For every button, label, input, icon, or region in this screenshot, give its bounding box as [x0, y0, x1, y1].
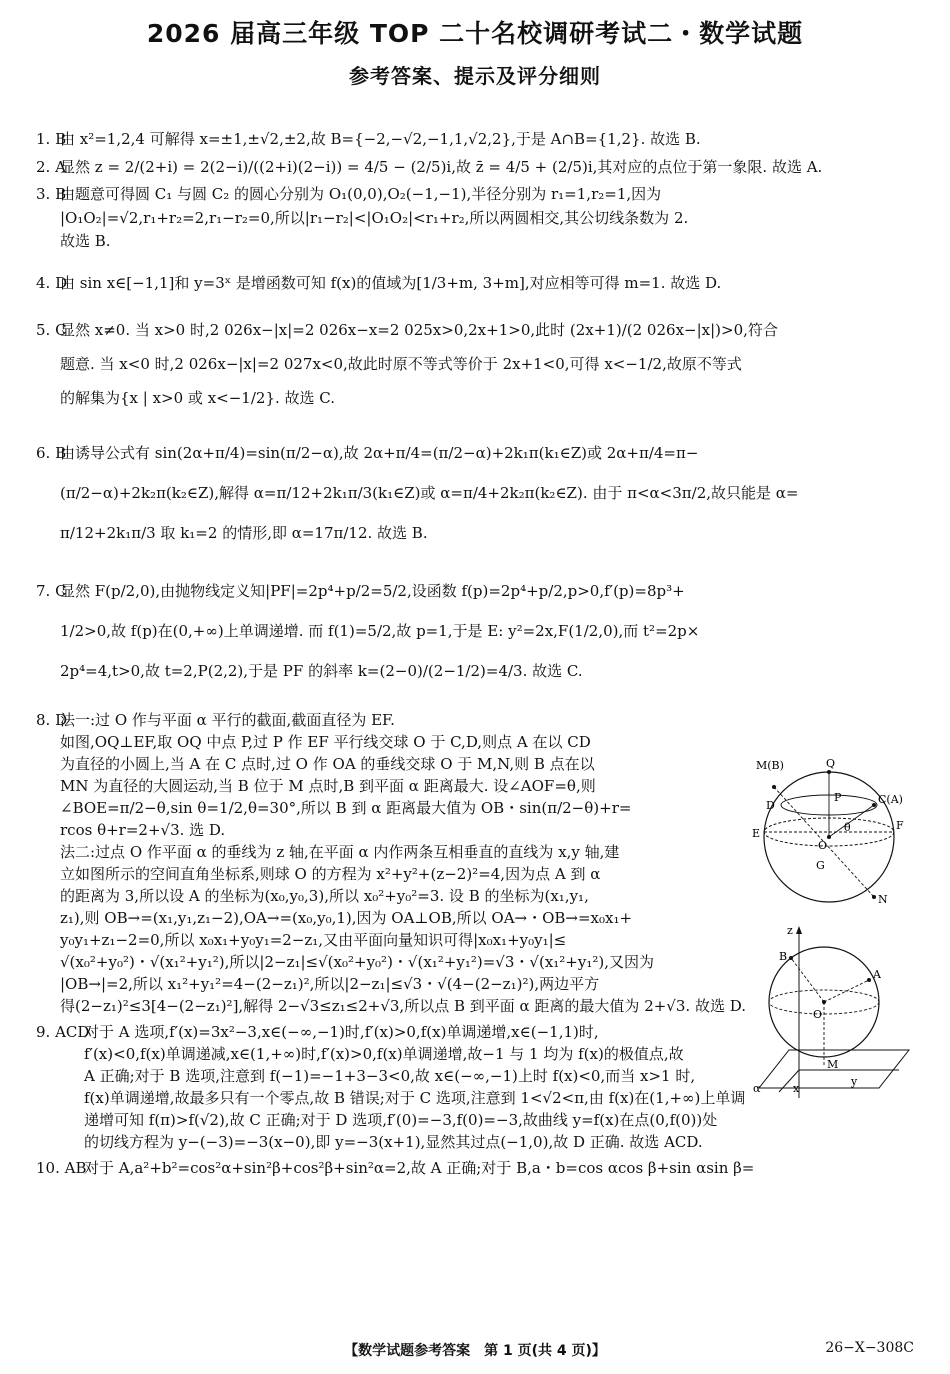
answer-number: 1. B [36, 130, 67, 148]
answer-item-4 [36, 272, 916, 296]
figure-label: F [896, 819, 904, 832]
answer-line: 对于 A 选项,f′(x)=3x²−3,x∈(−∞,−1)时,f′(x)>0,f(x)单调递增,x∈(−1,1)时, [84, 1023, 599, 1041]
answer-line: 显然 F(p/2,0),由抛物线定义知|PF|=2p⁴+p/2=5/2,设函数 f(p)=2p⁴+p/2,p>0,f′(p)=8p³+ [60, 582, 685, 600]
answer-line: 递增可知 f(π)>f(√2),故 C 正确;对于 D 选项,f′(0)=−3,f(0)=−3,故曲线 y=f(x)在点(0,f(0))处 [84, 1111, 718, 1129]
answer-line: 由 sin x∈[−1,1]和 y=3ˣ 是增函数可知 f(x)的值域为[1/3+m, 3+m],对应相等可得 m=1. 故选 D. [60, 273, 722, 292]
answer-line: 对于 A,a²+b²=cos²α+sin²β+cos²β+sin²α=2,故 A 正确;对于 B,a・b=cos αcos β+sin αsin β= [84, 1159, 755, 1177]
spacer [36, 419, 916, 433]
figure-label: M(B) [756, 759, 784, 772]
answer-line: 显然 z = 2/(2+i) = 2(2−i)/((2+i)(2−i)) = 4/5 − (2/5)i,故 z̄ = 4/5 + (2/5)i,其对应的点位于第一象限. 故选 A. [60, 157, 823, 176]
answer-line: |O₁O₂|=√2,r₁+r₂=2,r₁−r₂=0,所以|r₁−r₂|<|O₁O₂|<r₁+r₂,所以两圆相交,其公切线条数为 2. [60, 208, 689, 227]
answer-item-3 [36, 183, 916, 254]
answer-number: 3. B [36, 185, 67, 203]
answer-item-7 [36, 571, 916, 691]
answer-number: 8. D [36, 711, 68, 729]
spacer [36, 695, 916, 709]
answer-line: 的解集为{x | x>0 或 x<−1/2}. 故选 C. [60, 389, 335, 407]
spacer [36, 557, 916, 571]
answer-line: 如图,OQ⊥EF,取 OQ 中点 P,过 P 作 EF 平行线交球 O 于 C,D,则点 A 在以 CD [60, 733, 591, 751]
answer-item-1 [36, 128, 916, 152]
answer-item-2 [36, 156, 916, 180]
answer-line: f(x)单调递增,故最多只有一个零点,故 B 错误;对于 C 选项,注意到 1<√2<π,由 f(x)在(1,+∞)上单调 [84, 1089, 746, 1107]
answer-line: rcos θ+r=2+√3. 选 D. [60, 821, 226, 839]
answer-line: 得(2−z₁)²≤3[4−(2−z₁)²],解得 2−√3≤z₁≤2+√3,所以点 B 到平面 α 距离的最大值为 2+√3. 故选 D. [60, 997, 746, 1015]
figure-label: M [827, 1058, 839, 1071]
figure-label: C(A) [878, 793, 903, 806]
answer-item-10 [36, 1157, 916, 1179]
spacer [36, 299, 916, 313]
answer-line: 故选 B. [60, 232, 111, 250]
answer-number: 5. C [36, 321, 67, 339]
answer-line: 由题意可得圆 C₁ 与圆 C₂ 的圆心分别为 O₁(0,0),O₂(−1,−1),半径分别为 r₁=1,r₂=1,因为 [60, 185, 662, 203]
figure-label: y [851, 1075, 858, 1088]
figure-label: α [753, 1082, 761, 1095]
figure-label: θ [844, 821, 851, 834]
answer-line: 1/2>0,故 f(p)在(0,+∞)上单调递增. 而 f(1)=5/2,故 p=1,于是 E: y²=2x,F(1/2,0),而 t²=2p× [60, 622, 700, 640]
answer-number: 4. D [36, 273, 68, 292]
answer-line: √(x₀²+y₀²)・√(x₁²+y₁²),所以|2−z₁|≤√(x₀²+y₀²)・√(x₁²+y₁²)=√3・√(x₁²+y₁²),又因为 [60, 953, 654, 971]
coordinate-sphere-figure [739, 920, 914, 1100]
answer-item-6 [36, 433, 916, 553]
answer-line: 由诱导公式有 sin(2α+π/4)=sin(π/2−α),故 2α+π/4=(π/2−α)+2k₁π(k₁∈Z)或 2α+π/4=π− [60, 444, 699, 462]
answer-line: 立如图所示的空间直角坐标系,则球 O 的方程为 x²+y²+(z−2)²=4,因为点 A 到 α [60, 865, 601, 883]
answer-number: 7. C [36, 582, 67, 600]
answer-line: 题意. 当 x<0 时,2 026x−|x|=2 027x<0,故此时原不等式等价于 2x+1<0,可得 x<−1/2,故原不等式 [60, 355, 742, 373]
figure-label: O [818, 839, 828, 852]
figure-label: z [787, 924, 793, 937]
figure-label: N [878, 893, 888, 906]
answer-line: 2p⁴=4,t>0,故 t=2,P(2,2),于是 PF 的斜率 k=(2−0)/(2−1/2)=4/3. 故选 C. [60, 662, 583, 680]
footer-page-info: 【数学试题参考答案 第 1 页(共 4 页)】 [344, 1343, 606, 1359]
answer-line: z₁),则 OB→=(x₁,y₁,z₁−2),OA→=(x₀,y₀,1),因为 OA⊥OB,所以 OA→・OB→=x₀x₁+ [60, 909, 633, 927]
answer-line: 的距离为 3,所以设 A 的坐标为(x₀,y₀,3),所以 x₀²+y₀²=3. 设 B 的坐标为(x₁,y₁, [60, 887, 589, 905]
answer-number: 6. B [36, 444, 67, 462]
answer-item-5 [36, 313, 916, 415]
answer-number: 2. A [36, 157, 66, 176]
answer-line: 显然 x≠0. 当 x>0 时,2 026x−|x|=2 026x−x=2 025x>0,2x+1>0,此时 (2x+1)/(2 026x−|x|)>0,符合 [60, 321, 778, 339]
answer-line: A 正确;对于 B 选项,注意到 f(−1)=−1+3−3<0,故 x∈(−∞,−1)上时 f(x)<0,而当 x>1 时, [84, 1067, 696, 1085]
footer-code: 26−X−308C [825, 1340, 914, 1356]
answer-line: π/12+2k₁π/3 取 k₁=2 的情形,即 α=17π/12. 故选 B. [60, 524, 428, 542]
figure-label: B [779, 950, 788, 963]
figure-label: G [816, 859, 825, 872]
answer-line: 的切线方程为 y−(−3)=−3(x−0),即 y=−3(x+1),显然其过点(−1,0),故 D 正确. 故选 ACD. [84, 1133, 703, 1151]
figure-label: x [793, 1082, 800, 1095]
answer-line: ∠BOE=π/2−θ,sin θ=1/2,θ=30°,所以 B 到 α 距离最大值为 OB・sin(π/2−θ)+r= [60, 799, 632, 817]
spacer [36, 258, 916, 272]
answer-number: 9. ACD [36, 1023, 90, 1041]
answer-line: 法二:过点 O 作平面 α 的垂线为 z 轴,在平面 α 内作两条互相垂直的直线为 x,y 轴,建 [60, 843, 620, 861]
figure-label: P [834, 791, 842, 804]
figure-label: E [752, 827, 761, 840]
document-subtitle: 参考答案、提示及评分细则 [349, 64, 601, 88]
answer-line: f′(x)<0,f(x)单调递减,x∈(1,+∞)时,f′(x)>0,f(x)单调递增,故−1 与 1 均为 f(x)的极值点,故 [84, 1045, 684, 1063]
answer-line: |OB→|=2,所以 x₁²+y₁²=4−(2−z₁)²,所以|2−z₁|≤√3・√(4−(2−z₁)²),两边平方 [60, 975, 600, 993]
figure-label: O [813, 1008, 823, 1021]
answer-line: 为直径的小圆上,当 A 在 C 点时,过 O 作 OA 的垂线交球 O 于 M,N,则 B 点在以 [60, 755, 595, 773]
document-title: 2026 届高三年级 TOP 二十名校调研考试二・数学试题 [146, 19, 804, 48]
sphere-section-figure [744, 757, 914, 907]
answer-number: 10. AB [36, 1159, 87, 1177]
answer-line: y₀y₁+z₁−2=0,所以 x₀x₁+y₀y₁=2−z₁,又由平面向量知识可得|x₀x₁+y₀y₁|≤ [60, 931, 567, 949]
figure-label: D [766, 799, 775, 812]
answer-line: 法一:过 O 作与平面 α 平行的截面,截面直径为 EF. [60, 711, 395, 729]
answer-line: MN 为直径的大圆运动,当 B 位于 M 点时,B 到平面 α 距离最大. 设∠AOF=θ,则 [60, 777, 596, 795]
answer-line: 由 x²=1,2,4 可解得 x=±1,±√2,±2,故 B={−2,−√2,−1,1,√2,2},于是 A∩B={1,2}. 故选 B. [60, 130, 701, 148]
figure-label: A [873, 968, 881, 981]
figure-label: Q [826, 757, 836, 770]
answer-line: (π/2−α)+2k₂π(k₂∈Z),解得 α=π/12+2k₁π/3(k₁∈Z)或 α=π/4+2k₂π(k₂∈Z). 由于 π<α<3π/2,故只能是 α= [60, 484, 799, 502]
